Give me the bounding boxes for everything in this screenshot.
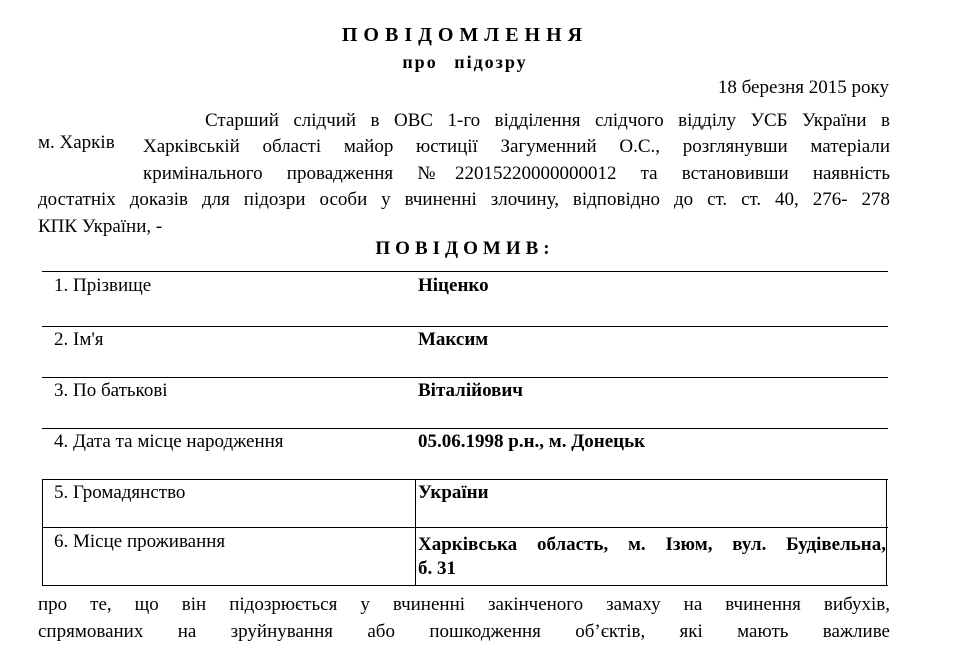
table-cell-label: 1. Прізвище [54, 275, 152, 296]
address-line: Харківська область, м. Ізюм, вул. Будівельна, [418, 534, 886, 555]
table-cell-value: 05.06.1998 р.н., м. Донецьк [418, 431, 646, 452]
table-border [886, 479, 887, 586]
intro-line: Харківській області майор юстиції Загуменний О.С., розглянувши матеріали [143, 136, 890, 157]
intro-line: достатніх доказів для підозри особи у вчиненні злочину, відповідно до ст. ст. 40, 276- 278 [38, 189, 890, 210]
table-cell-value: України [418, 482, 489, 503]
table-cell-label: 4. Дата та місце народження [54, 431, 284, 452]
table-cell-label: 5. Громадянство [54, 482, 186, 503]
address-line: б. 31 [418, 558, 456, 579]
document-city: м. Харків [38, 132, 115, 153]
table-cell-value: Максим [418, 329, 489, 350]
table-border [415, 479, 416, 586]
table-border [42, 479, 43, 586]
outro-line: про те, що він підозрюється у вчиненні закінченого замаху на вчинення вибухів, [38, 594, 890, 615]
table-rule [42, 428, 888, 429]
table-cell-label: 6. Місце проживання [54, 531, 226, 552]
document-date: 18 березня 2015 року [717, 77, 889, 98]
outro-paragraph [38, 592, 890, 645]
page-title: ПОВІДОМЛЕННЯ [341, 24, 589, 46]
outro-line: спрямованих на зруйнування або пошкодження об’єктів, які мають важливе [38, 620, 890, 642]
table-cell-value: Віталійович [418, 380, 524, 401]
intro-line: Старший слідчий в ОВС 1-го відділення слідчого відділу УСБ України в [205, 110, 890, 131]
intro-line: кримінального провадження №22015220000000012 та встановивши наявність [143, 162, 890, 184]
section-heading: ПОВІДОМИВ: [375, 238, 555, 259]
table-rule [42, 585, 888, 586]
table-rule [42, 527, 888, 528]
table-rule [42, 326, 888, 327]
table-rule [42, 479, 888, 480]
table-cell-label: 3. По батькові [54, 380, 168, 401]
table-cell-value [418, 533, 886, 581]
intro-line: КПК України, - [38, 215, 163, 237]
table-cell-value: Ніценко [418, 275, 489, 296]
page-subtitle: про підозру [402, 52, 528, 72]
table-rule [42, 271, 888, 272]
table-cell-label: 2. Ім'я [54, 329, 104, 350]
table-rule [42, 377, 888, 378]
